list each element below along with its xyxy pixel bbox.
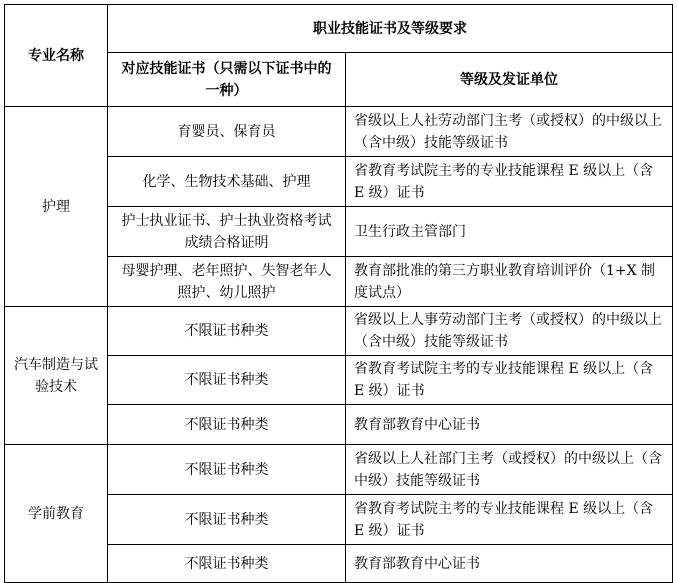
level-cell: 省级以上人事劳动部门主考（或授权）的中级以上（含中级）技能等级证书: [346, 307, 673, 356]
level-cell: 省级以上人社劳动部门主考（或授权）的中级以上（含中级）技能等级证书: [346, 107, 673, 157]
cert-column-header: 对应技能证书（只需以下证书中的一种）: [108, 53, 346, 107]
table-row: [5, 307, 673, 356]
cert-cell: 不限证书种类: [108, 405, 346, 445]
level-cell: 教育部教育中心证书: [346, 405, 673, 445]
major-cell: 护理: [5, 107, 108, 307]
certificate-requirements-table: [4, 4, 673, 583]
cert-cell: 护士执业证书、护士执业资格考试成绩合格证明: [108, 207, 346, 257]
cert-cell: 不限证书种类: [108, 445, 346, 495]
major-name-header: 专业名称: [5, 5, 108, 107]
level-cell: 省教育考试院主考的专业技能课程 E 级以上（含 E 级）证书: [346, 495, 673, 545]
table-row: [5, 445, 673, 495]
level-cell: 省教育考试院主考的专业技能课程 E 级以上（含 E 级）证书: [346, 356, 673, 405]
level-cell: 教育部批准的第三方职业教育培训评价（1+X 制度试点）: [346, 257, 673, 307]
level-cell: 教育部教育中心证书: [346, 545, 673, 583]
cert-cell: 不限证书种类: [108, 307, 346, 356]
cert-cell: 化学、生物技术基础、护理: [108, 157, 346, 207]
cert-cell: 不限证书种类: [108, 495, 346, 545]
level-cell: 省教育考试院主考的专业技能课程 E 级以上（含 E 级）证书: [346, 157, 673, 207]
cert-cell: 不限证书种类: [108, 356, 346, 405]
major-cell: 汽车制造与试验技术: [5, 307, 108, 445]
level-cell: 卫生行政主管部门: [346, 207, 673, 257]
major-cell: 学前教育: [5, 445, 108, 583]
level-cell: 省级以上人社部门主考（或授权）的中级以上（含中级）技能等级证书: [346, 445, 673, 495]
cert-cell: 不限证书种类: [108, 545, 346, 583]
table-row: [5, 107, 673, 157]
level-column-header: 等级及发证单位: [346, 53, 673, 107]
group-title-header: 职业技能证书及等级要求: [108, 5, 673, 53]
cert-cell: 育婴员、保育员: [108, 107, 346, 157]
cert-cell: 母婴护理、老年照护、失智老年人照护、幼儿照护: [108, 257, 346, 307]
